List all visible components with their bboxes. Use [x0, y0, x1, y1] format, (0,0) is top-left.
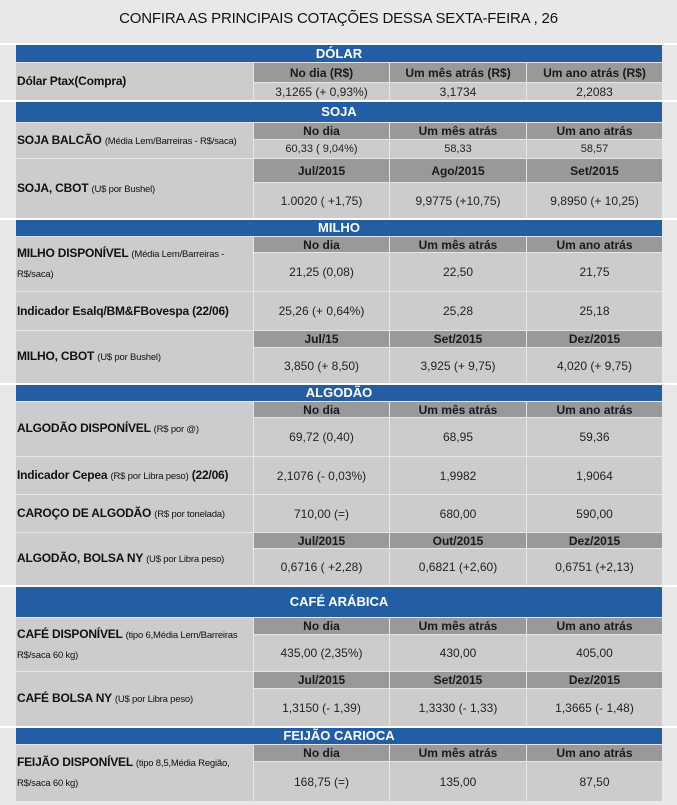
column-header: Ago/2015 [389, 159, 526, 183]
value-cell: 25,18 [526, 292, 662, 330]
row-label-text: SOJA, CBOT [17, 180, 89, 195]
value-cell: 25,28 [389, 292, 526, 330]
value-cell: 710,00 (=) [253, 495, 389, 532]
value-cell: 168,75 (=) [253, 762, 389, 801]
row-label-note: (U$ por Bushel) [97, 352, 161, 363]
row-label [16, 457, 253, 494]
section-algodao [16, 385, 662, 585]
value-cell: 1.0020 ( +1,75) [253, 183, 389, 218]
page-title: CONFIRA AS PRINCIPAIS COTAÇÕES DESSA SEXTA-FEIRA , 26 [119, 10, 558, 27]
value-cell: 4,020 (+ 9,75) [526, 348, 662, 383]
column-header: Um ano atrás [526, 745, 662, 762]
value-cell: 1,3330 (- 1,33) [389, 689, 526, 726]
section-header: DÓLAR [16, 45, 662, 63]
value-cell: 1,3665 (- 1,48) [526, 689, 662, 726]
value-cell: 0,6716 ( +2,28) [253, 549, 389, 585]
row-label [16, 237, 253, 291]
column-header: Out/2015 [389, 533, 526, 549]
value-cell: 1,9982 [389, 457, 526, 494]
column-header: Um ano atrás [526, 618, 662, 635]
column-header: Um mês atrás [389, 402, 526, 418]
value-cell: 3,1734 [389, 83, 526, 100]
value-cell: 25,26 (+ 0,64%) [253, 292, 389, 330]
column-header: Um ano atrás [526, 123, 662, 140]
row-label [16, 495, 253, 532]
value-cell: 1,9064 [526, 457, 662, 494]
row-label-text: FEIJÃO DISPONÍVEL [17, 755, 133, 769]
value-cell: 405,00 [526, 635, 662, 671]
row-label-note: (Média Lem/Barreiras - R$/saca) [17, 249, 225, 280]
value-cell: 0,6751 (+2,13) [526, 549, 662, 585]
section-header: ALGODÃO [16, 385, 662, 402]
row-label [16, 745, 253, 801]
row-label-text: Indicador Cepea [17, 467, 108, 482]
value-cell: 435,00 (2,35%) [253, 635, 389, 671]
row-label [16, 123, 253, 158]
value-cell: 1,3150 (- 1,39) [253, 689, 389, 726]
row-label-note: (Média Lem/Barreiras - R$/saca) [104, 135, 237, 147]
section-milho [16, 220, 662, 383]
section-feijao [16, 728, 662, 805]
column-header: No dia [253, 123, 389, 140]
value-cell: 0,6821 (+2,60) [389, 549, 526, 585]
row-label [16, 292, 253, 330]
section-cafe [16, 587, 662, 726]
section-header: MILHO [16, 220, 662, 237]
column-header: Jul/2015 [253, 672, 389, 689]
row-label-note: (R$ por tonelada) [154, 508, 225, 520]
column-header: No dia [253, 237, 389, 253]
row-label-note: (R$ por Libra peso) [110, 470, 189, 482]
column-header: Um mês atrás [389, 123, 526, 140]
row-label [16, 533, 253, 585]
value-cell: 58,57 [526, 140, 662, 158]
row-label-text: CAFÉ BOLSA NY [17, 691, 112, 705]
column-header: Um ano atrás (R$) [526, 63, 662, 83]
row-label-note: (U$ por Libra peso) [114, 694, 193, 705]
section-dolar [16, 45, 662, 100]
row-label-text: ALGODÃO, BOLSA NY [17, 551, 143, 565]
value-cell: 430,00 [389, 635, 526, 671]
row-label [16, 331, 253, 383]
row-label [16, 159, 253, 218]
section-header: FEIJÃO CARIOCA [16, 728, 662, 745]
column-header: Dez/2015 [526, 331, 662, 348]
column-header: No dia [253, 745, 389, 762]
value-cell: 87,50 [526, 762, 662, 801]
column-header: Set/2015 [389, 331, 526, 348]
value-cell: 3,1265 (+ 0,93%) [253, 83, 389, 100]
row-label-text: MILHO DISPONÍVEL [17, 246, 129, 260]
column-header: Um mês atrás [389, 618, 526, 635]
row-label-text: Indicador Esalq/BM&FBovespa (22/06) [17, 303, 229, 318]
column-header: Dez/2015 [526, 672, 662, 689]
row-label-text: CAROÇO DE ALGODÃO [17, 505, 152, 520]
value-cell: 21,75 [526, 253, 662, 291]
column-header: Um mês atrás [389, 745, 526, 762]
value-cell: 590,00 [526, 495, 662, 532]
row-label [16, 63, 253, 100]
row-label-date: (22/06) [191, 467, 229, 482]
row-label-text: Dólar Ptax(Compra) [17, 74, 127, 88]
row-label [16, 402, 253, 456]
row-label-text: CAFÉ DISPONÍVEL [17, 626, 123, 641]
column-header: Jul/15 [253, 331, 389, 348]
value-cell: 9,8950 (+ 10,25) [526, 183, 662, 218]
column-header: Um ano atrás [526, 237, 662, 253]
value-cell: 680,00 [389, 495, 526, 532]
column-header: No dia [253, 618, 389, 635]
value-cell: 59,36 [526, 418, 662, 456]
column-header: Dez/2015 [526, 533, 662, 549]
column-header: Um mês atrás (R$) [389, 63, 526, 83]
row-label-note: (U$ por Libra peso) [146, 554, 225, 565]
value-cell: 22,50 [389, 253, 526, 291]
value-cell: 69,72 (0,40) [253, 418, 389, 456]
value-cell: 2,1076 (- 0,03%) [253, 457, 389, 494]
value-cell: 3,850 (+ 8,50) [253, 348, 389, 383]
value-cell: 3,925 (+ 9,75) [389, 348, 526, 383]
value-cell: 60,33 ( 9,04%) [253, 140, 389, 158]
row-label-text: MILHO, CBOT [17, 349, 95, 363]
row-label-text: ALGODÃO DISPONÍVEL [17, 421, 151, 435]
column-header: Jul/2015 [253, 533, 389, 549]
row-label [16, 672, 253, 726]
column-header: Um mês atrás [389, 237, 526, 253]
column-header: No dia [253, 402, 389, 418]
column-header: No dia (R$) [253, 63, 389, 83]
column-header: Set/2015 [526, 159, 662, 183]
column-header: Jul/2015 [253, 159, 389, 183]
row-label-note: (tipo 8,5,Média Região, R$/saca 60 kg) [17, 758, 230, 789]
section-soja [16, 102, 662, 218]
value-cell: 9,9775 (+10,75) [389, 183, 526, 218]
value-cell: 68,95 [389, 418, 526, 456]
row-label-note: (U$ por Bushel) [91, 183, 156, 195]
row-label-text: SOJA BALCÃO [17, 132, 102, 147]
row-label-note: (tipo 6,Média Lem/Barreiras R$/saca 60 kg) [17, 629, 238, 661]
row-label [16, 618, 253, 671]
value-cell: 58,33 [389, 140, 526, 158]
section-header: SOJA [16, 102, 662, 123]
column-header: Um ano atrás [526, 402, 662, 418]
value-cell: 135,00 [389, 762, 526, 801]
column-header: Set/2015 [389, 672, 526, 689]
value-cell: 21,25 (0,08) [253, 253, 389, 291]
row-label-note: (R$ por @) [153, 424, 199, 435]
value-cell: 2,2083 [526, 83, 662, 100]
section-header: CAFÉ ARÁBICA [16, 587, 662, 618]
